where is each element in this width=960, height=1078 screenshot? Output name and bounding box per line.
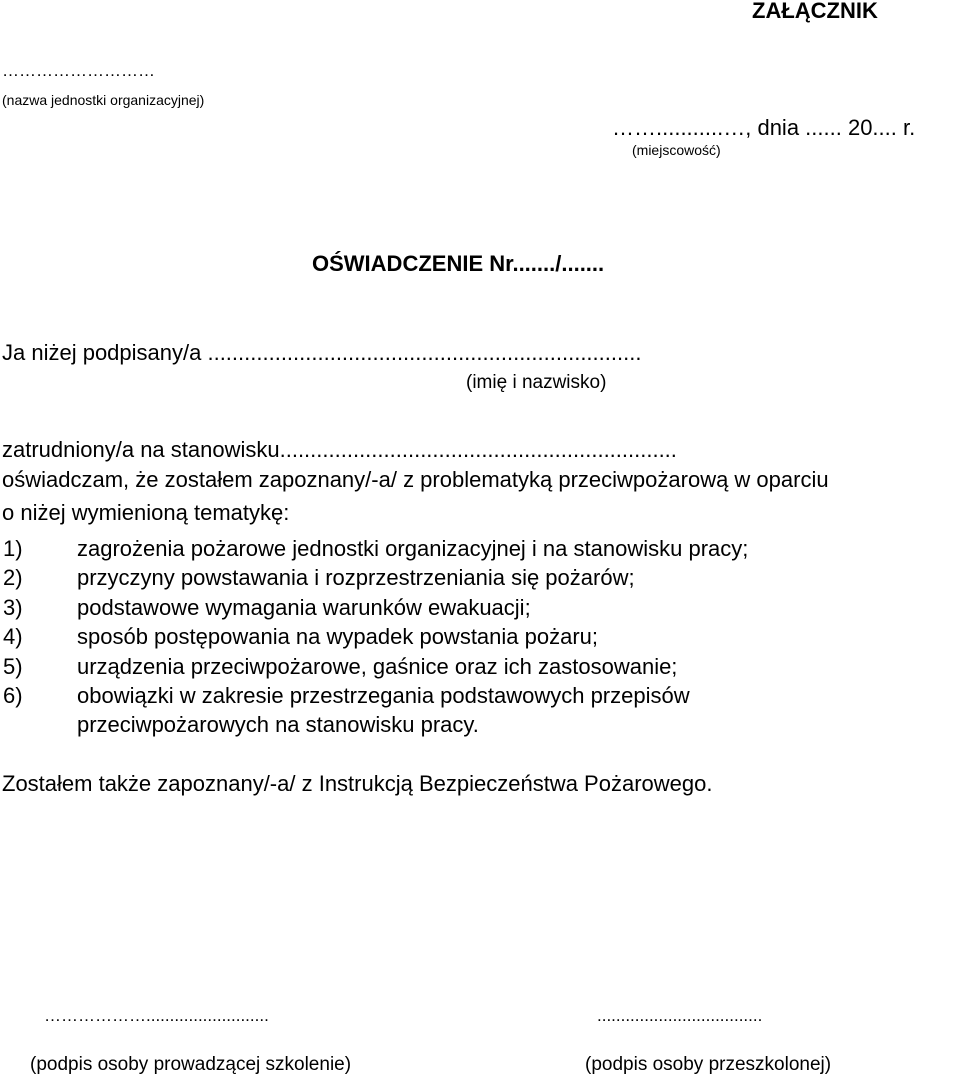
list-item-number: 6) [3, 682, 23, 708]
name-caption: (imię i nazwisko) [466, 372, 607, 393]
annex-title: ZAŁĄCZNIK [752, 0, 878, 23]
unit-name-dots: ……………………… [2, 61, 155, 80]
list-item-text: sposób postępowania na wypadek powstania pożaru; [77, 624, 599, 650]
list-item-number: 1) [3, 536, 23, 561]
declaration-line: oświadczam, że zostałem zapoznany/-a/ z problematyką przeciwpożarową w oparciu [2, 467, 829, 492]
place-caption: (miejscowość) [632, 142, 721, 158]
unit-name-caption: (nazwa jednostki organizacyjnej) [2, 92, 205, 108]
list-item-number: 5) [3, 653, 23, 679]
position-line: zatrudniony/a na stanowisku................................................................. [2, 437, 677, 462]
fire-instruction-line: Zostałem także zapoznany/-a/ z Instrukcją Bezpieczeństwa Pożarowego. [2, 771, 713, 796]
list-item-text: przyczyny powstawania i rozprzestrzeniania się pożarów; [77, 565, 635, 591]
list-item-number: 3) [3, 594, 23, 620]
list-item-number: 2) [3, 565, 23, 591]
list-item-number: 4) [3, 624, 23, 650]
trainee-signature-caption: (podpis osoby przeszkolonej) [585, 1054, 832, 1075]
declaration-line: o niżej wymienioną tematykę: [2, 500, 290, 525]
trainer-signature-caption: (podpis osoby prowadzącej szkolenie) [30, 1054, 352, 1075]
name-line: Ja niżej podpisany/a ....................................................................... [2, 340, 642, 365]
list-item-text: podstawowe wymagania warunków ewakuacji; [77, 594, 531, 620]
list-item-text: zagrożenia pożarowe jednostki organizacyjnej i na stanowisku pracy; [77, 536, 749, 561]
place-date-line: ……...........…, dnia ...... 20.... r. [612, 115, 916, 140]
trainer-signature-dots: ……………….......................... [44, 1006, 269, 1025]
trainee-signature-dots: ................................... [597, 1006, 763, 1025]
list-item-text: urządzenia przeciwpożarowe, gaśnice oraz ich zastosowanie; [77, 653, 678, 679]
list-item-text: obowiązki w zakresie przestrzegania podstawowych przepisów przeciwpożarowych na stanowisku pracy. [77, 682, 690, 738]
document-title: OŚWIADCZENIE Nr......./....... [312, 251, 605, 276]
